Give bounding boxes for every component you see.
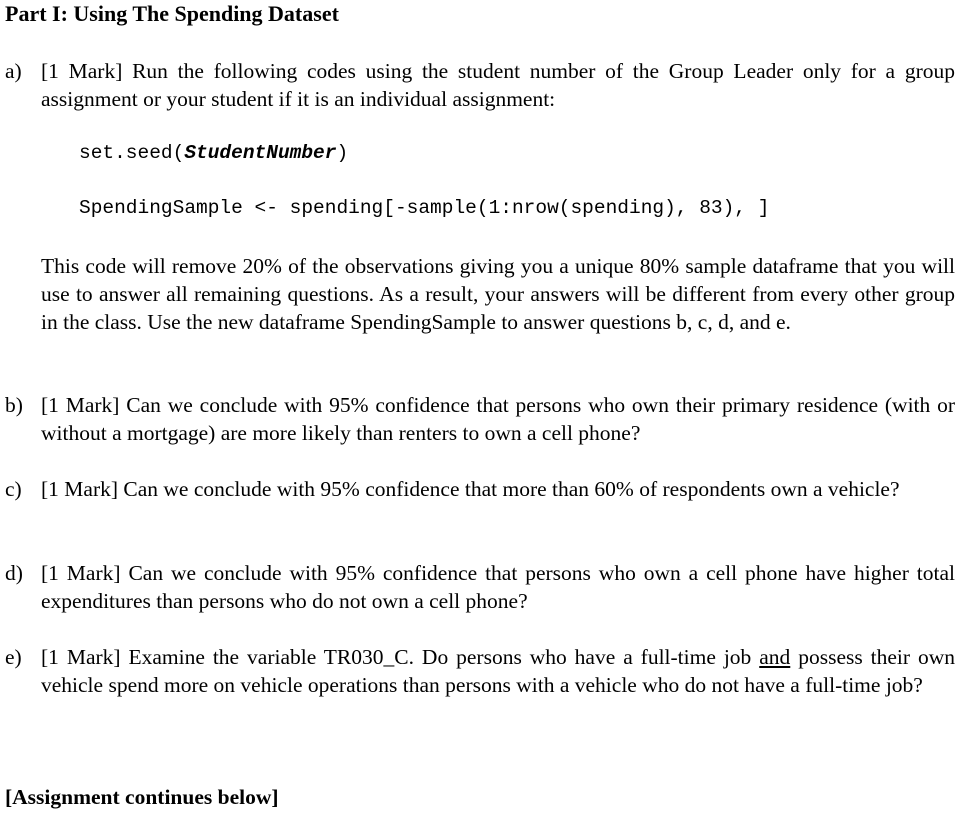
question-c-text: [1 Mark] Can we conclude with 95% confidence that more than 60% of respondents own a vehicle?	[41, 477, 900, 501]
assignment-continues-note: [Assignment continues below]	[5, 785, 279, 809]
explanation-paragraph: This code will remove 20% of the observations giving you a unique 80% sample dataframe that you will use to answer all remaining questions. As a result, your answers will be different from every other group in the class. Use the new dataframe SpendingSample to answer questions b, c, d, and e.	[41, 254, 955, 334]
code-seed-suffix: )	[336, 142, 349, 164]
question-c	[5, 475, 955, 503]
code-line-sample: SpendingSample <- spending[-sample(1:nrow(spending), 83), ]	[79, 197, 770, 219]
code-line-seed	[79, 140, 348, 166]
question-b-text: [1 Mark] Can we conclude with 95% confidence that persons who own their primary residence (with or without a mortgage) are more likely than renters to own a cell phone?	[41, 393, 955, 445]
question-a-text: [1 Mark] Run the following codes using the student number of the Group Leader only for a group assignment or your student if it is an individual assignment:	[41, 59, 955, 111]
code-seed-arg: StudentNumber	[184, 142, 337, 164]
question-b-letter: b)	[5, 393, 23, 417]
question-d-letter: d)	[5, 561, 23, 585]
question-e-text-after: possess their own vehicle spend more on vehicle operations than persons with a vehicle who do not have a full-time job?	[41, 645, 955, 697]
question-e-underlined-word: and	[759, 645, 791, 669]
question-c-letter: c)	[5, 477, 22, 501]
question-e-text	[41, 643, 955, 699]
question-e-text-before: [1 Mark] Examine the variable TR030_C. Do persons who have a full-time job	[41, 645, 760, 669]
question-d	[5, 559, 955, 615]
question-b	[5, 391, 955, 447]
question-d-text: [1 Mark] Can we conclude with 95% confidence that persons who own a cell phone have higher total expenditures than persons who do not own a cell phone?	[41, 561, 955, 613]
question-a-letter: a)	[5, 59, 22, 83]
code-seed-prefix: set.seed(	[79, 142, 185, 164]
question-e	[5, 643, 955, 699]
part-title: Part I: Using The Spending Dataset	[5, 1, 339, 26]
question-a	[5, 57, 955, 113]
question-e-letter: e)	[5, 645, 22, 669]
